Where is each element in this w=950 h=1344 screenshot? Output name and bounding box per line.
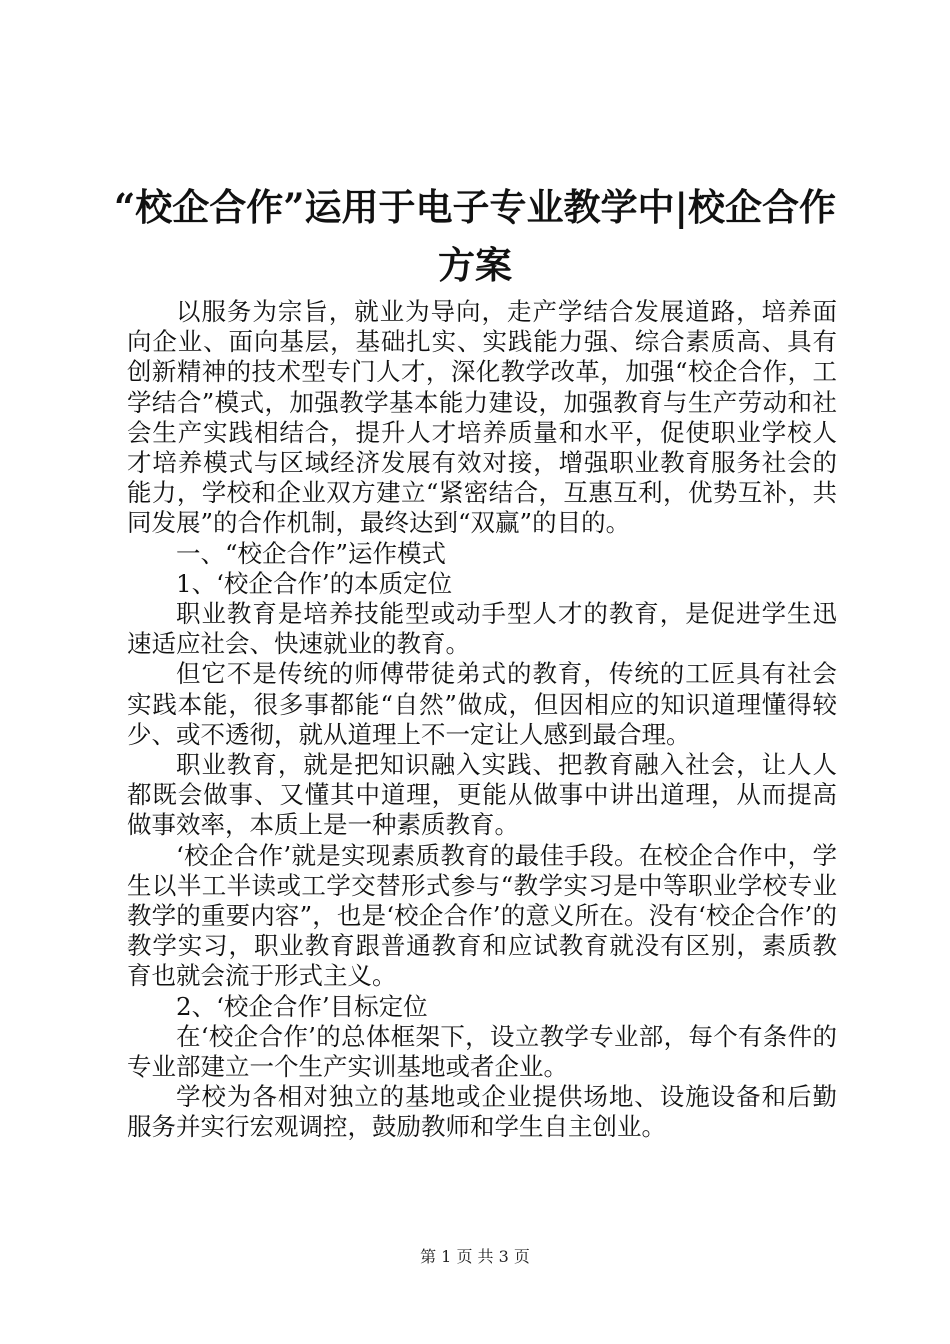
paragraph: 以服务为宗旨，就业为导向，走产学结合发展道路，培养面向企业、面向基层，基础扎实、实践能力强、综合素质高、具有创新精神的技术型专门人才，深化教学改革，加强“校企合作，工学结合”模式，加强教学基本能力建设，加强教育与生产劳动和社会生产实践相结合，提升人才培养质量和水平，促使职业学校人才培养模式与区域经济发展有效对接，增强职业教育服务社会的能力，学校和企业双方建立“紧密结合，互惠互利，优势互补，共同发展”的合作机制，最终达到“双赢”的目的。 — [127, 297, 837, 538]
subsection-heading: 2、‘校企合作’目标定位 — [176, 991, 428, 1021]
subsection-heading: 1、‘校企合作’的本质定位 — [176, 568, 453, 598]
paragraph: 学校为各相对独立的基地或企业提供场地、设施设备和后勤服务并实行宏观调控，鼓励教师和学生自主创业。 — [127, 1082, 837, 1142]
section-heading: 一、“校企合作”运作模式 — [176, 538, 447, 568]
paragraph: 职业教育，就是把知识融入实践、把教育融入社会，让人人都既会做事、又懂其中道理，更能从做事中讲出道理，从而提高做事效率，本质上是一种素质教育。 — [127, 750, 837, 840]
paragraph: 但它不是传统的师傅带徒弟式的教育，传统的工匠具有社会实践本能，很多事都能“自然”做成，但因相应的知识道理懂得较少、或不透彻，就从道理上不一定让人感到最合理。 — [127, 659, 837, 749]
document-body — [127, 297, 837, 1143]
paragraph: ‘校企合作’就是实现素质教育的最佳手段。在校企合作中，学生以半工半读或工学交替形式参与“教学实习是中等职业学校专业教学的重要内容”，也是‘校企合作’的意义所在。没有‘校企合作’的教学实习，职业教育跟普通教育和应试教育就没有区别，素质教育也就会流于形式主义。 — [127, 840, 837, 991]
paragraph: 职业教育是培养技能型或动手型人才的教育，是促进学生迅速适应社会、快速就业的教育。 — [127, 599, 837, 659]
paragraph: 在‘校企合作’的总体框架下，设立教学专业部，每个有条件的专业部建立一个生产实训基地或者企业。 — [127, 1021, 837, 1082]
page-footer: 第 1 页 共 3 页 — [420, 1247, 530, 1266]
page-title: “校企合作”运用于电子专业教学中|校企合作方案 — [113, 185, 837, 287]
